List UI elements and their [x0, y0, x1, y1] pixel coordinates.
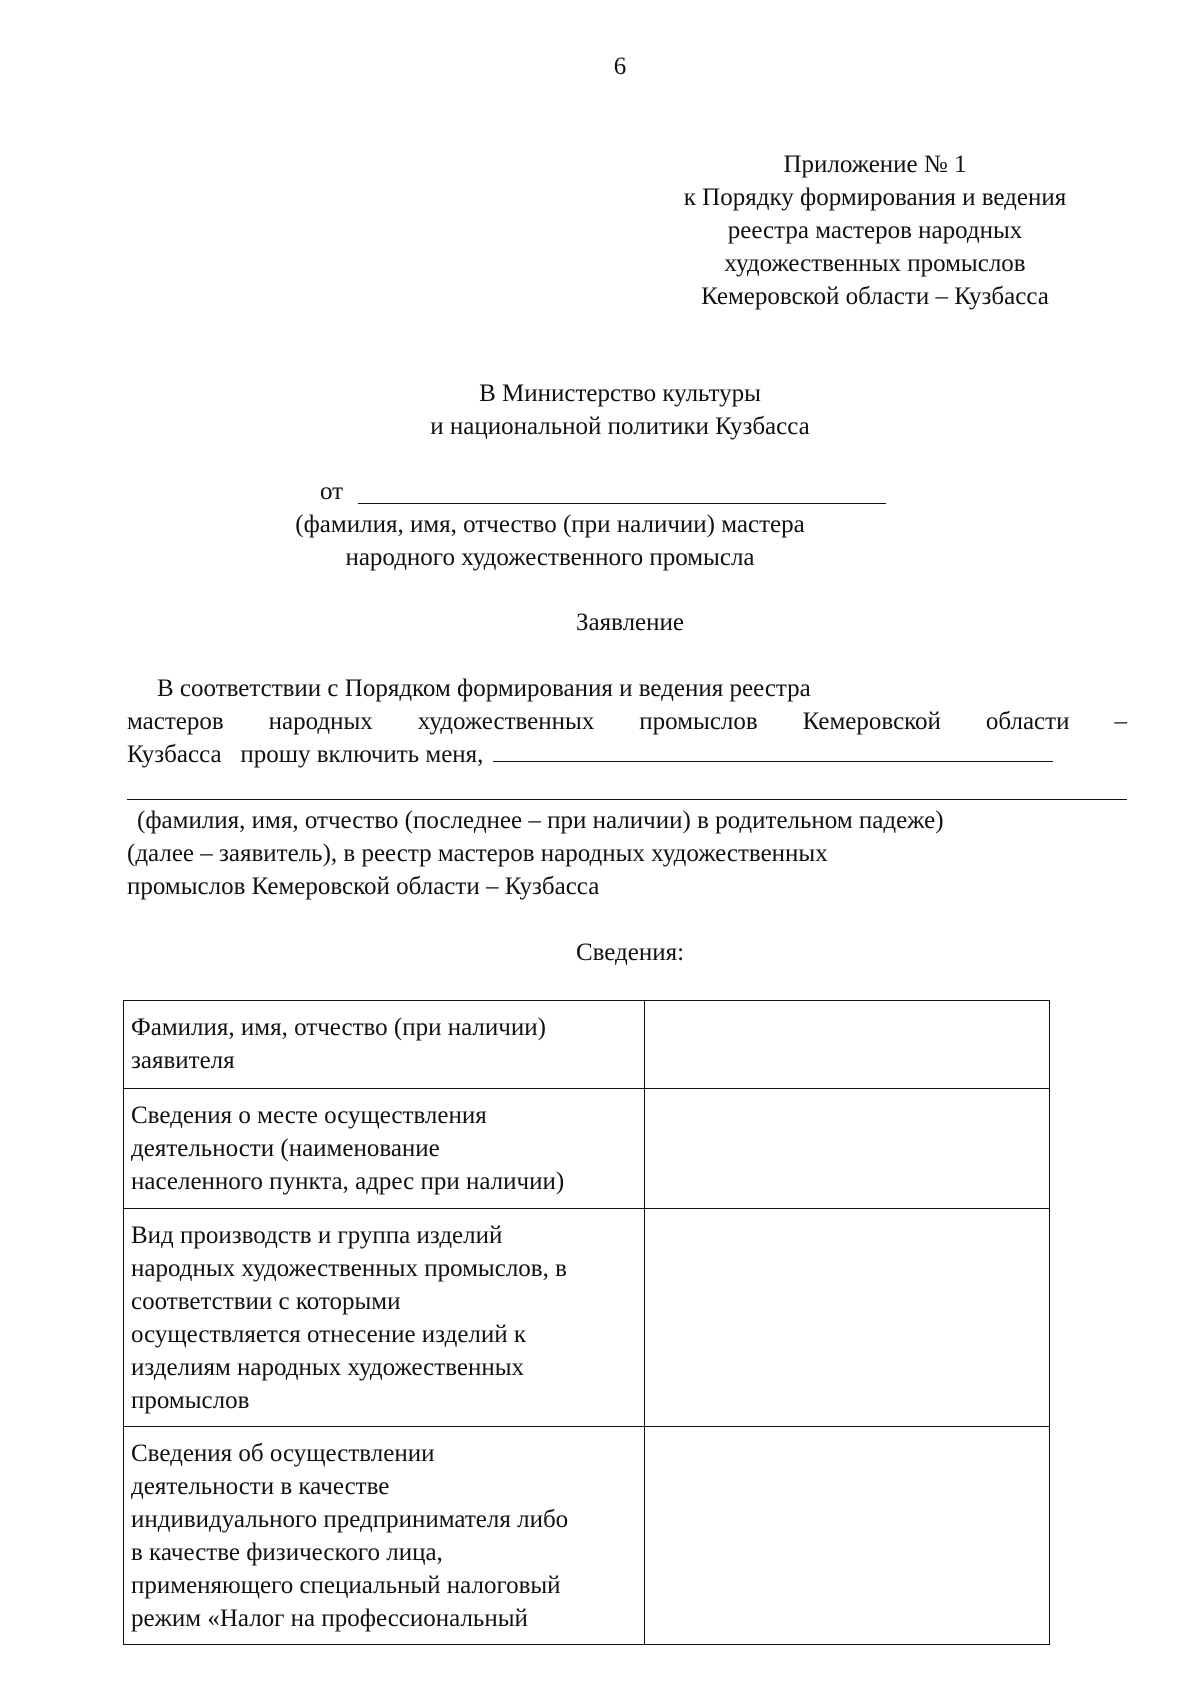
label-line: Сведения о месте осуществления [131, 1102, 487, 1129]
label-line: изделиям народных художественных [131, 1354, 525, 1381]
label-line: Фамилия, имя, отчество (при наличии) [131, 1014, 546, 1041]
applicant-name-blank[interactable] [493, 739, 1053, 762]
body-word: области [985, 708, 1070, 735]
label-line: промыслов [131, 1387, 250, 1414]
applicant-caption [127, 804, 1127, 903]
table-label-cell [124, 1427, 645, 1645]
label-line: индивидуального предпринимателя либо [131, 1506, 569, 1533]
document-title: Заявление [575, 609, 685, 636]
body-line-3 [127, 738, 1127, 771]
applicant-caption-line: промыслов Кемеровской области – Кузбасса [127, 873, 600, 900]
addressee-line: В Министерство культуры [479, 380, 761, 407]
applicant-caption-line: (фамилия, имя, отчество (последнее – при наличии) в родительном падеже) [137, 807, 944, 834]
body-word: народных [268, 708, 373, 735]
table-value-cell[interactable] [645, 1209, 1050, 1427]
table-value-cell[interactable] [645, 1427, 1050, 1645]
label-line: соответствии с которыми [131, 1288, 401, 1315]
applicant-caption-line: (далее – заявитель), в реестр мастеров народных художественных [127, 840, 828, 867]
table-label-cell [124, 1089, 645, 1209]
label-line: деятельности (наименование [131, 1135, 440, 1162]
table-value-cell[interactable] [645, 1089, 1050, 1209]
appendix-line: Приложение № 1 [783, 151, 967, 178]
body-word: мастеров [127, 708, 224, 735]
from-line [320, 475, 900, 508]
table-row [124, 1001, 1050, 1089]
from-prefix: от [320, 478, 344, 505]
table-label-cell [124, 1209, 645, 1427]
page-number: 6 [613, 53, 627, 80]
body-word: художественных [417, 708, 595, 735]
label-line: применяющего специальный налоговый [131, 1572, 561, 1599]
table-row [124, 1427, 1050, 1645]
label-line: заявителя [131, 1047, 235, 1074]
appendix-line: к Порядку формирования и ведения [683, 184, 1067, 211]
label-line: Сведения об осуществлении [131, 1440, 435, 1467]
label-line: населенного пункта, адрес при наличии) [131, 1168, 565, 1195]
body-word: – [1114, 708, 1127, 735]
label-line: Вид производств и группа изделий [131, 1222, 503, 1249]
table-row [124, 1089, 1050, 1209]
body-line-3-prefix: Кузбасса прошу включить меня, [127, 741, 484, 768]
appendix-line: Кемеровской области – Кузбасса [701, 283, 1049, 310]
from-caption [200, 508, 900, 574]
body-word: промыслов [639, 708, 758, 735]
from-name-blank[interactable] [358, 503, 886, 504]
label-line: народных художественных промыслов, в [131, 1255, 567, 1282]
info-table [123, 1000, 1050, 1645]
label-line: в качестве физического лица, [131, 1539, 443, 1566]
appendix-line: реестра мастеров народных [727, 217, 1023, 244]
body-line-2 [127, 705, 1127, 738]
from-caption-line: народного художественного промысла [345, 544, 755, 571]
appendix-line: художественных промыслов [724, 250, 1026, 277]
label-line: режим «Налог на профессиональный [131, 1605, 528, 1632]
addressee [320, 377, 920, 443]
info-title: Сведения: [575, 939, 685, 966]
addressee-line: и национальной политики Кузбасса [430, 413, 810, 440]
application-body [127, 672, 1127, 771]
table-row [124, 1209, 1050, 1427]
from-caption-line: (фамилия, имя, отчество (при наличии) мастера [295, 511, 805, 538]
table-label-cell [124, 1001, 645, 1089]
body-word: Кемеровской [802, 708, 941, 735]
label-line: осуществляется отнесение изделий к [131, 1321, 527, 1348]
applicant-name-blank-continuation[interactable] [127, 799, 1127, 800]
body-line-1: В соответствии с Порядком формирования и ведения реестра [157, 675, 811, 702]
table-value-cell[interactable] [645, 1001, 1050, 1089]
appendix-header [640, 148, 1110, 313]
label-line: деятельности в качестве [131, 1473, 390, 1500]
